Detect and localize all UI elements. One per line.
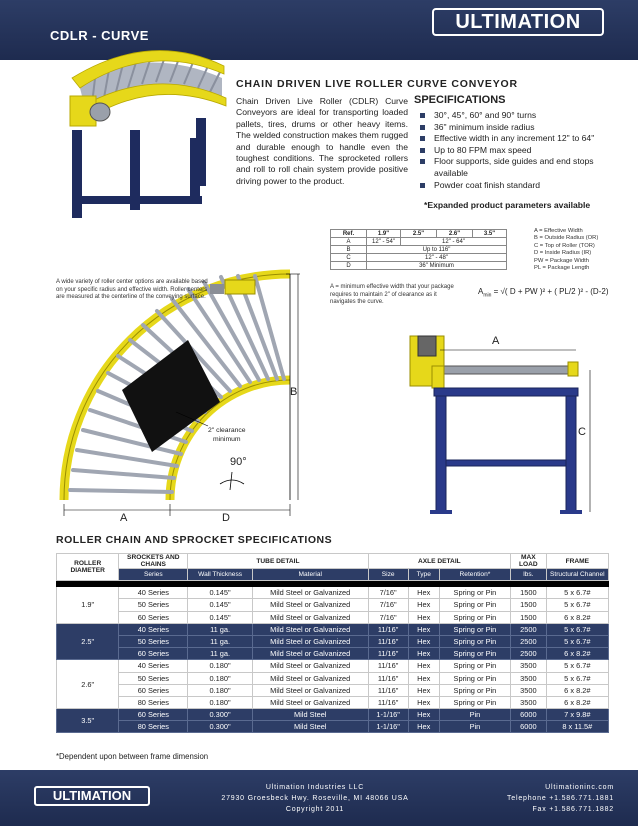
table-cell: 40 Series xyxy=(119,587,188,599)
dim-header: 2.6" xyxy=(437,230,473,238)
roller-center-note: A wide variety of roller center options are available based on your specific radius and effective width. Roller centers are measured at the centerline of the conveying surface. xyxy=(56,279,208,301)
table-row xyxy=(57,672,609,684)
spec-item: Floor supports, side guides and end stops available xyxy=(420,156,620,179)
footer-fax: Fax +1.586.771.1882 xyxy=(532,806,614,813)
table-cell: 11/16" xyxy=(368,648,408,660)
table-cell: Hex xyxy=(408,599,439,611)
table-cell: Pin xyxy=(439,721,510,733)
dim-header: 2.5" xyxy=(401,230,437,238)
clearance-label-line2: minimum xyxy=(212,436,241,443)
plan-view-drawing xyxy=(64,274,300,516)
table-row xyxy=(57,648,609,660)
footer-copyright: Copyright 2011 xyxy=(285,806,345,813)
table-row xyxy=(57,587,609,599)
legend-item: B = Outside Radius (OR) xyxy=(534,235,599,242)
table-cell: Spring or Pin xyxy=(439,672,510,684)
table-cell: 11 ga. xyxy=(188,635,253,647)
table-cell: 1-1/16" xyxy=(368,709,408,721)
legend-item: C = Top of Roller (TOR) xyxy=(534,242,595,249)
table-cell: Mild Steel or Galvanized xyxy=(252,672,368,684)
table-cell: 60 Series xyxy=(119,648,188,660)
dim-cell: 12" - 54" xyxy=(367,238,401,246)
table-cell: 6000 xyxy=(511,721,547,733)
legend-item: PL = Package Length xyxy=(534,265,590,272)
table-row xyxy=(57,611,609,623)
dim-header: Ref. xyxy=(331,230,367,238)
specifications-note: *Expanded product parameters available xyxy=(424,200,591,210)
table-cell: Hex xyxy=(408,635,439,647)
specifications-list xyxy=(420,110,620,191)
table-cell: 3500 xyxy=(511,672,547,684)
table-cell: 8 x 11.5# xyxy=(546,721,608,733)
table-cell: Hex xyxy=(408,721,439,733)
side-view-drawing xyxy=(410,336,590,514)
table-cell: Hex xyxy=(408,696,439,708)
legend-item: PW = Package Width xyxy=(534,257,589,264)
table-cell: 50 Series xyxy=(119,672,188,684)
label-angle: 90° xyxy=(230,456,247,468)
table-cell: Mild Steel or Galvanized xyxy=(252,587,368,599)
table-cell: 3500 xyxy=(511,696,547,708)
subheader-structural-channel: Structural Channel xyxy=(546,569,608,581)
table-footnote: *Dependent upon between frame dimension xyxy=(56,752,209,761)
label-a-side: A xyxy=(492,335,500,347)
footer-company: Ultimation Industries LLC xyxy=(265,784,365,791)
subheader-size: Size xyxy=(368,569,408,581)
table-cell: 0.145" xyxy=(188,599,253,611)
table-cell: 3500 xyxy=(511,660,547,672)
table-cell: Mild Steel or Galvanized xyxy=(252,611,368,623)
table-cell: Mild Steel xyxy=(252,709,368,721)
table-cell: 60 Series xyxy=(119,611,188,623)
table-cell: Mild Steel or Galvanized xyxy=(252,635,368,647)
min-width-formula xyxy=(478,287,608,299)
table-cell: 50 Series xyxy=(119,635,188,647)
table-cell: 6000 xyxy=(511,709,547,721)
table-cell: 7/16" xyxy=(368,599,408,611)
roller-diameter-cell: 3.5" xyxy=(57,709,119,733)
table-cell: 60 Series xyxy=(119,684,188,696)
table-cell: 1500 xyxy=(511,599,547,611)
table-cell: 5 x 6.7# xyxy=(546,587,608,599)
table-cell: Hex xyxy=(408,587,439,599)
clearance-label xyxy=(208,426,246,444)
table-cell: 2500 xyxy=(511,635,547,647)
subheader-material: Material xyxy=(252,569,368,581)
table-cell: Hex xyxy=(408,709,439,721)
table-row xyxy=(57,635,609,647)
formula-rhs: = √( D + PW )² + ( PL/2 )² - (D-2) xyxy=(493,287,609,296)
table-row xyxy=(57,623,609,635)
table-row xyxy=(57,696,609,708)
table-cell: 0.180" xyxy=(188,660,253,672)
spec-item: 30°, 45°, 60° and 90° turns xyxy=(420,110,620,122)
table-cell: 11/16" xyxy=(368,684,408,696)
table-cell: 7 x 9.8# xyxy=(546,709,608,721)
product-description: Chain Driven Live Roller (CDLR) Curve Conveyors are ideal for transporting loaded pallets, tires, drums or other heavy items. The welded construction makes them rugged and durable enough to handle even the toughest conditions. The sprocketed rollers and roll to roll chain system provide positive driving power to the product. xyxy=(236,96,408,186)
table-cell: 11 ga. xyxy=(188,623,253,635)
spec-item: 36" minimum inside radius xyxy=(420,122,620,134)
table-row xyxy=(57,599,609,611)
dim-cell: Up to 116" xyxy=(367,246,507,254)
header-roller-diameter: ROLLER DIAMETER xyxy=(57,554,119,581)
table-cell: Spring or Pin xyxy=(439,696,510,708)
label-b: B xyxy=(290,386,298,398)
table-cell: 0.300" xyxy=(188,721,253,733)
table-cell: Hex xyxy=(408,623,439,635)
table-cell: 6 x 8.2# xyxy=(546,611,608,623)
table-cell: 7/16" xyxy=(368,611,408,623)
clearance-label-line1: 2" clearance xyxy=(208,427,246,434)
dimension-legend xyxy=(534,228,598,272)
table-cell: 5 x 6.7# xyxy=(546,660,608,672)
table-cell: Spring or Pin xyxy=(439,623,510,635)
table-cell: Hex xyxy=(408,672,439,684)
label-d: D xyxy=(222,512,230,524)
table-cell: 6 x 8.2# xyxy=(546,648,608,660)
table-cell: 1-1/16" xyxy=(368,721,408,733)
page-title: CDLR - CURVE xyxy=(50,28,149,43)
table-cell: Spring or Pin xyxy=(439,635,510,647)
table-cell: 11/16" xyxy=(368,672,408,684)
table-cell: 1500 xyxy=(511,611,547,623)
header-frame: FRAME xyxy=(546,554,608,569)
table-row xyxy=(57,721,609,733)
formula-lhs: A xyxy=(478,287,484,296)
header-max-load: MAX LOAD xyxy=(511,554,547,569)
spec-item: Effective width in any increment 12" to 64" xyxy=(420,133,620,145)
table-cell: 0.145" xyxy=(188,587,253,599)
footer-company-block xyxy=(200,782,430,815)
ultimation-logo: ULTIMATION xyxy=(432,8,604,36)
table-cell: 1500 xyxy=(511,587,547,599)
table-cell: 6 x 8.2# xyxy=(546,684,608,696)
dim-cell: 12" - 64" xyxy=(401,238,507,246)
footer-contact-block xyxy=(434,782,614,815)
table-cell: 11 ga. xyxy=(188,648,253,660)
spec-item: Up to 80 FPM max speed xyxy=(420,145,620,157)
table-cell: 11/16" xyxy=(368,660,408,672)
dim-cell: 36" Minimum xyxy=(367,262,507,270)
dim-header: 1.9" xyxy=(367,230,401,238)
table-cell: Hex xyxy=(408,611,439,623)
chain-table-title: ROLLER CHAIN AND SPROCKET SPECIFICATIONS xyxy=(56,534,333,546)
table-cell: Spring or Pin xyxy=(439,611,510,623)
table-cell: Mild Steel or Galvanized xyxy=(252,660,368,672)
table-row xyxy=(57,709,609,721)
dim-cell: A xyxy=(331,238,367,246)
table-cell: 0.180" xyxy=(188,672,253,684)
dim-cell: C xyxy=(331,254,367,262)
table-cell: Mild Steel or Galvanized xyxy=(252,696,368,708)
table-cell: Pin xyxy=(439,709,510,721)
table-cell: 2500 xyxy=(511,648,547,660)
subheader-type: Type xyxy=(408,569,439,581)
table-cell: 3500 xyxy=(511,684,547,696)
table-cell: Spring or Pin xyxy=(439,648,510,660)
chain-spec-table xyxy=(56,553,609,733)
table-cell: 11/16" xyxy=(368,623,408,635)
label-a-plan: A xyxy=(120,512,128,524)
table-cell: Mild Steel or Galvanized xyxy=(252,623,368,635)
table-cell: 80 Series xyxy=(119,696,188,708)
table-cell: Mild Steel xyxy=(252,721,368,733)
table-cell: Spring or Pin xyxy=(439,587,510,599)
roller-diameter-cell: 1.9" xyxy=(57,587,119,624)
dim-header: 3.5" xyxy=(473,230,507,238)
dim-cell: D xyxy=(331,262,367,270)
subheader-retention: Retention* xyxy=(439,569,510,581)
table-cell: 0.180" xyxy=(188,696,253,708)
header-sprockets: SROCKETS AND CHAINS xyxy=(119,554,188,569)
formula-subscript: min xyxy=(483,292,492,299)
table-cell: Hex xyxy=(408,648,439,660)
min-width-note: A = minimum effective width that your package requires to maintain 2" of clearance as it navigates the curve. xyxy=(330,284,454,306)
table-cell: 2500 xyxy=(511,623,547,635)
dim-cell: 12" - 48" xyxy=(367,254,507,262)
table-cell: 5 x 6.7# xyxy=(546,599,608,611)
table-cell: 7/16" xyxy=(368,587,408,599)
table-cell: 11/16" xyxy=(368,635,408,647)
table-cell: Mild Steel or Galvanized xyxy=(252,684,368,696)
footer-website[interactable]: Ultimationinc.com xyxy=(545,784,614,791)
table-cell: 0.300" xyxy=(188,709,253,721)
table-cell: 0.145" xyxy=(188,611,253,623)
subheader-lbs: lbs. xyxy=(511,569,547,581)
table-cell: 40 Series xyxy=(119,660,188,672)
dim-cell: B xyxy=(331,246,367,254)
table-cell: Hex xyxy=(408,684,439,696)
table-cell: 5 x 6.7# xyxy=(546,672,608,684)
footer-logo: ULTIMATION xyxy=(34,786,150,806)
table-cell: Spring or Pin xyxy=(439,684,510,696)
footer-address: 27930 Groesbeck Hwy. Roseville, MI 48066 USA xyxy=(221,795,409,802)
table-cell: 40 Series xyxy=(119,623,188,635)
table-cell: 80 Series xyxy=(119,721,188,733)
label-c: C xyxy=(578,426,586,438)
specifications-title: SPECIFICATIONS xyxy=(414,94,506,106)
table-cell: 60 Series xyxy=(119,709,188,721)
roller-diameter-cell: 2.6" xyxy=(57,660,119,709)
dimension-table xyxy=(330,229,507,270)
table-cell: 5 x 6.7# xyxy=(546,635,608,647)
table-cell: Hex xyxy=(408,660,439,672)
table-cell: 5 x 6.7# xyxy=(546,623,608,635)
legend-item: A = Effective Width xyxy=(534,228,583,234)
table-cell: 0.180" xyxy=(188,684,253,696)
subheader-wall-thickness: Wall Thickness xyxy=(188,569,253,581)
product-title: CHAIN DRIVEN LIVE ROLLER CURVE CONVEYOR xyxy=(236,78,518,90)
subheader-series: Series xyxy=(119,569,188,581)
table-cell: 11/16" xyxy=(368,696,408,708)
footer-telephone: Telephone +1.586.771.1881 xyxy=(507,795,614,802)
table-cell: Mild Steel or Galvanized xyxy=(252,648,368,660)
table-cell: Mild Steel or Galvanized xyxy=(252,599,368,611)
table-row xyxy=(57,660,609,672)
table-cell: 50 Series xyxy=(119,599,188,611)
conveyor-3d-illustration xyxy=(70,51,226,218)
header-tube-detail: TUBE DETAIL xyxy=(188,554,368,569)
spec-item: Powder coat finish standard xyxy=(420,180,620,192)
table-cell: Spring or Pin xyxy=(439,660,510,672)
legend-item: D = Inside Radius (IR) xyxy=(534,250,592,257)
table-cell: 6 x 8.2# xyxy=(546,696,608,708)
table-row xyxy=(57,684,609,696)
roller-diameter-cell: 2.5" xyxy=(57,623,119,660)
header-axle-detail: AXLE DETAIL xyxy=(368,554,510,569)
table-cell: Spring or Pin xyxy=(439,599,510,611)
